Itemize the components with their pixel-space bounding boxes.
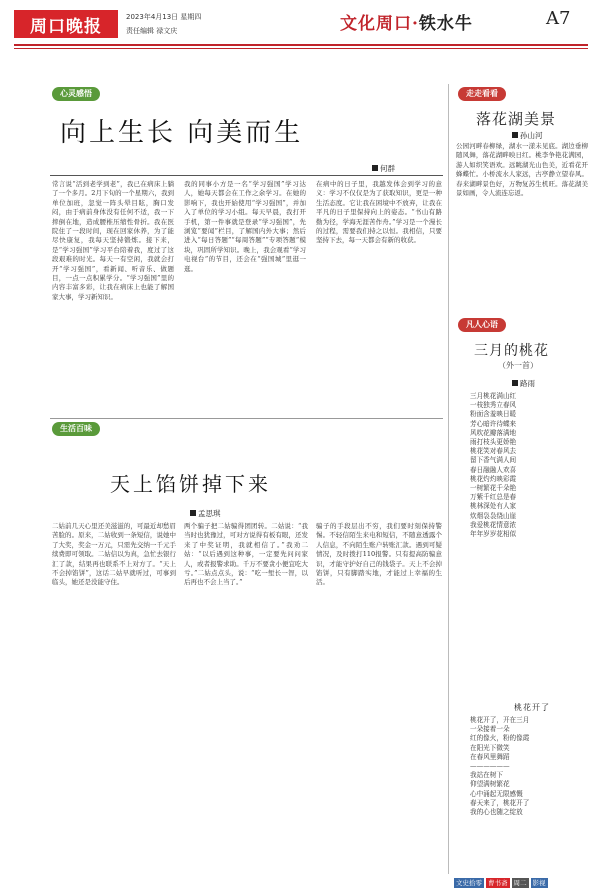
tag-heart-insight: 心灵感悟 bbox=[52, 87, 100, 101]
masthead-rule bbox=[14, 44, 588, 46]
poem-line: 桃花笑对春风去 bbox=[470, 447, 517, 456]
bottom-column-2: 两个骗子把二姑骗得团团转。二姑说：“我当时也犹豫过，可对方说得有板有眼，还发来了中奖证明，我就相信了。”我劝二姑：“以后遇到这种事，一定要先问问家人，或者报警求助。千万不要贪小便宜吃大亏。”二姑点点头，说：“吃一堑长一智，以后再也不会上当了。” bbox=[184, 522, 308, 587]
poem-line: 我爱桃花情意浓 bbox=[470, 520, 517, 529]
poem-line: 一朵接着一朵 bbox=[470, 725, 510, 734]
section-name: 文化周口 bbox=[340, 14, 412, 34]
poem-line: 炊烟袅袅绕山崖 bbox=[470, 511, 517, 520]
bottom-byline bbox=[190, 508, 221, 519]
poem-line: 三月桃花满山红 bbox=[470, 392, 517, 400]
poem-line: 粉面含羞映日暖 bbox=[470, 410, 517, 419]
newspaper-logo[interactable]: 周口晚报 bbox=[14, 10, 118, 38]
footer-tags bbox=[454, 878, 548, 888]
poem2-body bbox=[470, 716, 588, 876]
poem-body bbox=[470, 392, 588, 546]
tag-walk-and-see: 走走看看 bbox=[458, 87, 506, 101]
footer-tag-2[interactable]: 曹书斋 bbox=[488, 879, 508, 887]
poem-line: 年年岁岁花相似 bbox=[470, 530, 517, 539]
column-separator bbox=[448, 84, 449, 874]
poem-line: 雨打枝头更娇艳 bbox=[470, 438, 517, 447]
poem-line: 我站在树下 bbox=[470, 771, 503, 780]
poem-line: 仰望满树繁花 bbox=[470, 780, 510, 789]
top-column-3: 在病中的日子里，我越发体会到学习的意义：学习不仅仅是为了获取知识，更是一种生活态度。它让我在困境中不放弃，让我在平凡的日子里保持向上的姿态。“书山有路勤为径，学海无涯苦作舟。”学习是一个漫长的过程，需要我们持之以恒。我相信，只要坚持下去，每一天都会有新的收获。 bbox=[316, 180, 442, 245]
bottom-column-3: 骗子的手段层出不穷，我们要时刻保持警惕。不轻信陌生来电和短信，不随意透露个人信息，不向陌生账户转账汇款。遇到可疑情况，及时拨打110报警。只有提高防骗意识，才能守护好自己的钱袋子。天上不会掉馅饼，只有脚踏实地，才能过上幸福的生活。 bbox=[316, 522, 442, 587]
bottom-top-divider bbox=[50, 418, 443, 419]
poem-line: 春日融融人欢喜 bbox=[470, 465, 517, 474]
poem-line: 红的像火，粉的像霞 bbox=[470, 734, 530, 743]
byline-square-icon bbox=[190, 510, 196, 516]
essay-title: 落花湖美景 bbox=[476, 110, 557, 128]
byline-square-icon bbox=[512, 380, 518, 386]
bottom-headline: 天上馅饼掉下来 bbox=[110, 472, 271, 496]
poem2-title: 桃花开了 bbox=[514, 703, 550, 712]
poem-line: 万紫千红总是春 bbox=[470, 493, 517, 502]
essay-author: 孙山河 bbox=[520, 131, 543, 140]
essay-body: 公园河畔春柳绿，湖水一漾未见底。湖边垂柳随风舞，落花湖畔映日红。桃李争艳花满园，游人如织笑语欢。远眺湖光山色美，近看花开蜂蝶忙。小桥流水人家远，古亭静立望春风。春来湖畔景色好，万物复苏生机旺。落花湖美景如画，令人流连忘返。 bbox=[456, 142, 588, 198]
publication-date: 2023年4月13日 星期四 bbox=[126, 13, 202, 21]
masthead-rule-thin bbox=[14, 48, 588, 49]
footer-tag-1[interactable]: 文史拾零 bbox=[456, 879, 482, 887]
poem-title: 三月的桃花 bbox=[474, 343, 549, 359]
top-divider bbox=[50, 175, 443, 176]
poem-line: 芳心暗许待蝶来 bbox=[470, 419, 517, 428]
footer-tag-4[interactable]: 影视 bbox=[532, 879, 546, 887]
top-column-2: 我的同事小方是一名“学习强国”学习达人，她每天都会在工作之余学习。在她的影响下，我也开始使用“学习强国”，并加入了单位的学习小组。每天早晨，我打开手机，第一件事就是登录“学习强国”，先浏览“要闻”栏目，了解国内外大事；然后进入“每日答题”“每周答题”“专项答题”模块，巩固所学知识。晚上，我会观看“学习电视台”的节目，还会在“强国城”里逛一逛。 bbox=[184, 180, 306, 273]
footer-tag-3[interactable]: 周二 bbox=[513, 879, 527, 887]
poem-line: 风吹花瓣落满地 bbox=[470, 428, 517, 437]
top-column-1: 常言说“活到老学到老”，我已在病床上躺了一个多月。2月下旬的一个星期六，我到单位加班，忽觉一阵头晕目眩，胸口发闷，由于病前身体没有任何不适，我一下摔倒在地，造成腰椎压缩性骨折。我在医院住了一段时间，现在回家休养，为了能尽快康复，我每天坚持锻炼。接下来，是“学习强国”学习平台陪着我，度过了这段艰难的时光。每天一有空闲，我就会打开“学习强国”，看新闻、听音乐、做题目，一点一点积累学分。“学习强国”里的内容丰富多彩，让我在病床上也能了解国家大事，学习新知识。 bbox=[52, 180, 174, 301]
bottom-author: 孟思琪 bbox=[198, 509, 221, 518]
essay-byline bbox=[512, 130, 543, 141]
section-subtitle: 铁水牛 bbox=[418, 14, 473, 34]
poem-line: 留下香气满人间 bbox=[470, 456, 517, 465]
top-author: 何群 bbox=[380, 164, 395, 173]
section-dot: · bbox=[412, 14, 419, 34]
poem-line: 一枝独秀立春风 bbox=[470, 401, 517, 410]
poem-line: 春天来了，桃花开了 bbox=[470, 798, 530, 807]
poem-line: 心中涌起无限感慨 bbox=[470, 789, 523, 798]
poem-line: 一树繁花千朵艳 bbox=[470, 484, 517, 493]
poem-line: 我的心也随之绽放 bbox=[470, 808, 523, 817]
editor-credit: 责任编辑 禄文庆 bbox=[126, 27, 178, 35]
section-title bbox=[340, 9, 473, 34]
byline-square-icon bbox=[512, 132, 518, 138]
page-number: A7 bbox=[546, 8, 571, 29]
poem-line: 桃林深处有人家 bbox=[470, 502, 517, 511]
poem-line: 在春风里舞蹈 bbox=[470, 752, 510, 761]
top-headline: 向上生长 向美而生 bbox=[60, 118, 304, 148]
poem-byline bbox=[512, 378, 535, 389]
poem-author: 路雨 bbox=[520, 379, 535, 388]
poem-line: 在阳光下微笑 bbox=[470, 743, 510, 752]
masthead bbox=[0, 0, 600, 66]
top-byline bbox=[372, 163, 395, 174]
tag-life-flavor: 生活百味 bbox=[52, 422, 100, 436]
poem-line: 桃花开了，开在三月 bbox=[470, 716, 530, 724]
poem-subtitle: （外一首） bbox=[498, 361, 538, 370]
bottom-column-1: 二姑前几天心里还美滋滋的，可最近却愁眉苦脸的。原来，二姑收到一条短信，说她中了大奖，奖金一万元，只需先交纳一千元手续费即可领取。二姑信以为真，急忙去银行汇了款，结果再也联系不上对方了。“天上不会掉馅饼”，这话二姑早就听过，可事到临头，她还是没能守住。 bbox=[52, 522, 176, 587]
poem-line: 桃花灼灼映彩霞 bbox=[470, 474, 517, 483]
tag-ordinary-voice: 凡人心语 bbox=[458, 318, 506, 332]
poem-line: —————— bbox=[470, 762, 510, 771]
byline-square-icon bbox=[372, 165, 378, 171]
